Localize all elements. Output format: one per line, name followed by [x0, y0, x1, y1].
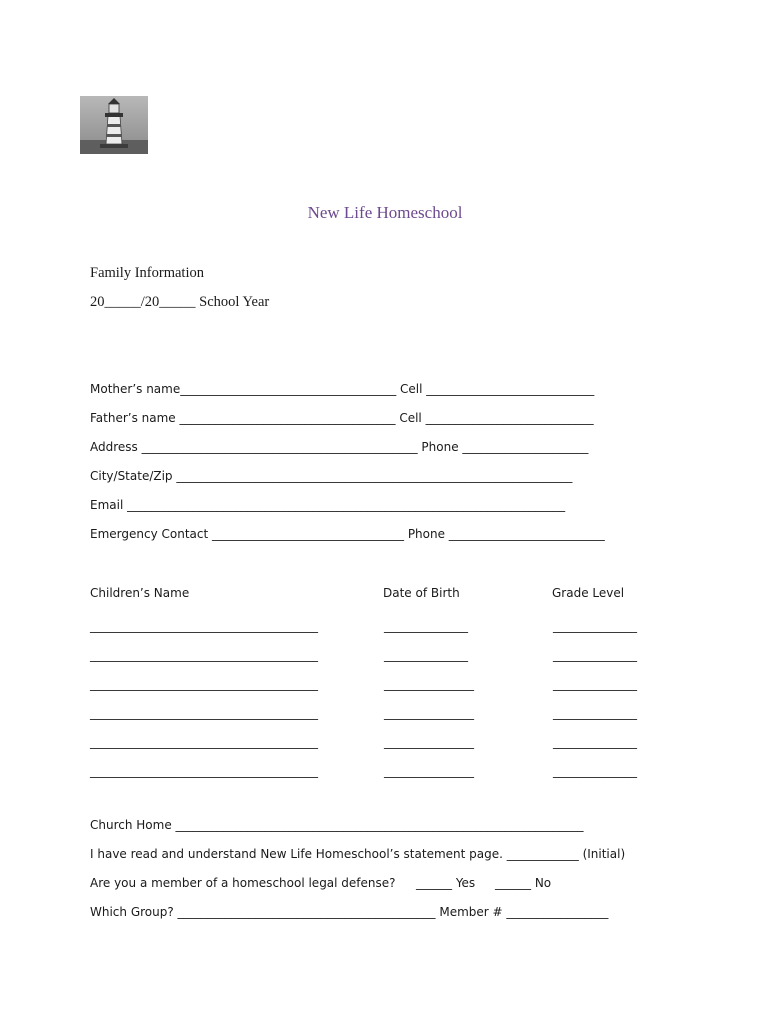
lighthouse-logo [80, 96, 148, 154]
child-grade-field[interactable]: ______________ [553, 619, 637, 633]
statement-initial-field[interactable]: I have read and understand New Life Homeschool’s statement page. ____________ (Initial) [90, 847, 626, 861]
grade-level-header: Grade Level [552, 586, 625, 600]
child-grade-field[interactable]: ______________ [553, 706, 637, 720]
child-name-field[interactable]: ______________________________________ [90, 706, 318, 720]
child-grade-field[interactable]: ______________ [553, 677, 637, 691]
child-dob-field[interactable]: ______________ [384, 619, 468, 633]
page-title: New Life Homeschool [307, 203, 463, 222]
date-of-birth-header: Date of Birth [383, 586, 460, 600]
child-name-field[interactable]: ______________________________________ [90, 764, 318, 778]
child-dob-field[interactable]: _______________ [384, 706, 474, 720]
emergency-contact-field[interactable]: Emergency Contact ________________________________ Phone __________________________ [90, 527, 605, 541]
child-dob-field[interactable]: _______________ [384, 735, 474, 749]
child-dob-field[interactable]: ______________ [384, 648, 468, 662]
child-name-field[interactable]: ______________________________________ [90, 677, 318, 691]
child-name-field[interactable]: ______________________________________ [90, 735, 318, 749]
child-dob-field[interactable]: _______________ [384, 677, 474, 691]
child-grade-field[interactable]: ______________ [553, 735, 637, 749]
child-name-field[interactable]: ______________________________________ [90, 648, 318, 662]
legal-defense-no-option[interactable]: ______ No [495, 876, 552, 890]
address-field[interactable]: Address ______________________________________________ Phone _____________________ [90, 440, 589, 454]
city-state-zip-field[interactable]: City/State/Zip __________________________________________________________________ [90, 469, 573, 483]
mothers-name-field[interactable]: Mother’s name____________________________________ Cell ____________________________ [90, 382, 595, 396]
school-year-field[interactable]: 20_____/20_____ School Year [90, 294, 270, 310]
which-group-field[interactable]: Which Group? ___________________________________________ Member # _________________ [90, 905, 609, 919]
child-name-field[interactable]: ______________________________________ [90, 619, 318, 633]
legal-defense-question: Are you a member of a homeschool legal defense? [90, 876, 396, 890]
childrens-name-header: Children’s Name [90, 586, 190, 600]
fathers-name-field[interactable]: Father’s name ____________________________________ Cell ____________________________ [90, 411, 594, 425]
child-grade-field[interactable]: ______________ [553, 764, 637, 778]
email-field[interactable]: Email _________________________________________________________________________ [90, 498, 566, 512]
child-grade-field[interactable]: ______________ [553, 648, 637, 662]
family-information-heading: Family Information [90, 265, 204, 281]
legal-defense-yes-option[interactable]: ______ Yes [416, 876, 476, 890]
church-home-field[interactable]: Church Home ____________________________________________________________________ [90, 818, 584, 832]
child-dob-field[interactable]: _______________ [384, 764, 474, 778]
